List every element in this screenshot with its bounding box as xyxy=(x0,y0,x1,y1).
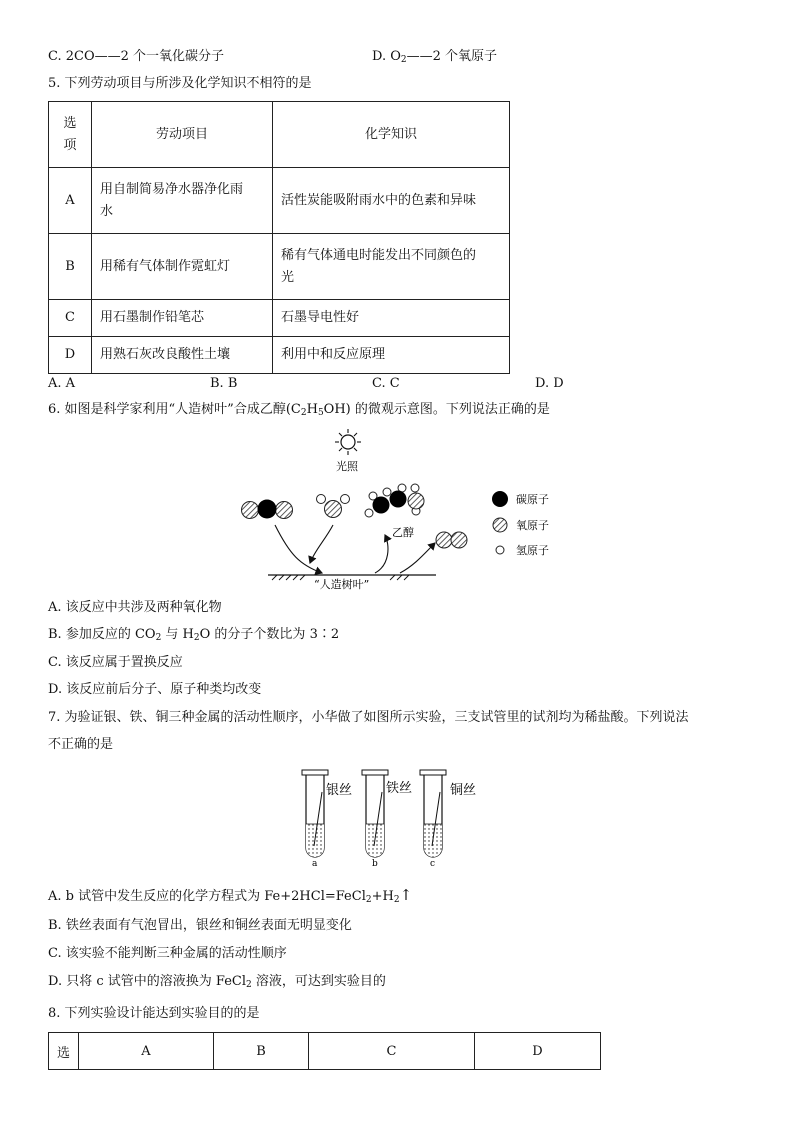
tube-label-a: a xyxy=(312,859,318,869)
table-header-row xyxy=(49,102,510,168)
row-project: 用石墨制作铅笔芯 xyxy=(92,300,273,337)
o2-molecule xyxy=(436,532,467,548)
q7-stem-line1: 7. 为验证银、铁、铜三种金属的活动性顺序，小华做了如图所示实验，三支试管里的试剂均为稀盐酸。下列说法 xyxy=(48,710,689,725)
arrow-in-h2o xyxy=(310,525,333,563)
row-option: A xyxy=(49,168,92,234)
legend-carbon-label: 碳原子 xyxy=(516,493,549,506)
leaf-label: “人造树叶” xyxy=(314,578,370,591)
arrow-in-co2 xyxy=(275,525,322,573)
ethanol-molecule xyxy=(365,484,424,517)
header-c: C xyxy=(309,1033,475,1070)
row-option: C xyxy=(49,300,92,337)
row-project: 用熟石灰改良酸性土壤 xyxy=(92,337,273,374)
legend-hydrogen-icon xyxy=(496,546,504,554)
legend-oxygen-label: 氧原子 xyxy=(516,519,549,532)
header-knowledge: 化学知识 xyxy=(273,102,510,168)
q7-option-b: B. 铁丝表面有气泡冒出，银丝和铜丝表面无明显变化 xyxy=(48,918,352,933)
q5-stem: 5. 下列劳动项目与所涉及化学知识不相符的是 xyxy=(48,76,312,91)
q6-option-b: B. 参加反应的 $CO_2$ 与 $H_2O$ 的分子个数比为 3∶2 xyxy=(48,627,340,643)
wire-label-silver: 银丝 xyxy=(326,783,353,798)
arrow-out-ethanol xyxy=(375,535,388,573)
header-d: D xyxy=(475,1033,601,1070)
row-knowledge: 石墨导电性好 xyxy=(273,300,510,337)
table-header-row xyxy=(49,1033,601,1070)
header-b: B xyxy=(214,1033,309,1070)
light-label: 光照 xyxy=(336,460,358,473)
q6-stem: 6. 如图是科学家利用“人造树叶”合成乙醇$(C_2H_5OH)$ 的微观示意图。下列说法正确的是 xyxy=(48,402,550,418)
row-knowledge: 稀有气体通电时能发出不同颜色的 光 xyxy=(273,234,510,300)
figure-legend xyxy=(492,491,549,557)
test-tube-c xyxy=(420,770,446,857)
wire-label-iron: 铁丝 xyxy=(386,781,413,796)
q8-table xyxy=(48,1032,601,1070)
legend-carbon-icon xyxy=(492,491,508,507)
q5-choice-c: C. C xyxy=(372,376,400,391)
q4-option-c: C. 2CO——2 个一氧化碳分子 xyxy=(48,49,225,64)
q5-table xyxy=(48,101,510,374)
table-row xyxy=(49,168,510,234)
row-project: 用自制简易净水器净化雨 水 xyxy=(92,168,273,234)
co2-molecule xyxy=(242,500,293,519)
legend-hydrogen-label: 氢原子 xyxy=(516,544,549,557)
q7-option-c: C. 该实验不能判断三种金属的活动性顺序 xyxy=(48,946,287,961)
row-option: D xyxy=(49,337,92,374)
q6-figure xyxy=(230,425,570,595)
q6-option-a: A. 该反应中共涉及两种氧化物 xyxy=(48,600,222,615)
q7-figure xyxy=(296,764,496,870)
table-row xyxy=(49,234,510,300)
test-tube-b xyxy=(362,770,388,857)
test-tube-a xyxy=(302,770,328,857)
ethanol-label: 乙醇 xyxy=(392,526,414,539)
q5-choice-a: A. A xyxy=(48,376,76,391)
q4-option-d: D. $O_2——2$ 个氧原子 xyxy=(372,49,498,65)
q6-option-c: C. 该反应属于置换反应 xyxy=(48,655,183,670)
q7-stem-line2: 不正确的是 xyxy=(48,737,114,752)
arrow-out-o2 xyxy=(400,543,435,573)
legend-oxygen-icon xyxy=(493,518,507,532)
row-option: B xyxy=(49,234,92,300)
header-a: A xyxy=(79,1033,214,1070)
tube-label-b: b xyxy=(372,859,378,869)
table-row xyxy=(49,337,510,374)
q6-option-d: D. 该反应前后分子、原子种类均改变 xyxy=(48,682,262,697)
wire-label-copper: 铜丝 xyxy=(450,783,477,798)
q5-choice-b: B. B xyxy=(210,376,238,391)
q7-option-d: D. 只将 c 试管中的溶液换为 FeCl$_2$ 溶液，可达到实验目的 xyxy=(48,974,386,990)
q7-option-a: A. b 试管中发生反应的化学方程式为 $Fe+2HCl=FeCl_2+H_2↑$ xyxy=(48,886,413,905)
q8-stem: 8. 下列实验设计能达到实验目的的是 xyxy=(48,1006,260,1021)
row-knowledge: 利用中和反应原理 xyxy=(273,337,510,374)
q5-choice-d: D. D xyxy=(535,376,564,391)
tube-label-c: c xyxy=(430,859,436,869)
header-option: 选 项 xyxy=(49,102,92,168)
header-project: 劳动项目 xyxy=(92,102,273,168)
h2o-molecule xyxy=(317,495,350,518)
header-option: 选 xyxy=(49,1033,79,1070)
row-knowledge: 活性炭能吸附雨水中的色素和异味 xyxy=(273,168,510,234)
table-row xyxy=(49,300,510,337)
row-project: 用稀有气体制作霓虹灯 xyxy=(92,234,273,300)
sun-icon xyxy=(335,429,361,455)
